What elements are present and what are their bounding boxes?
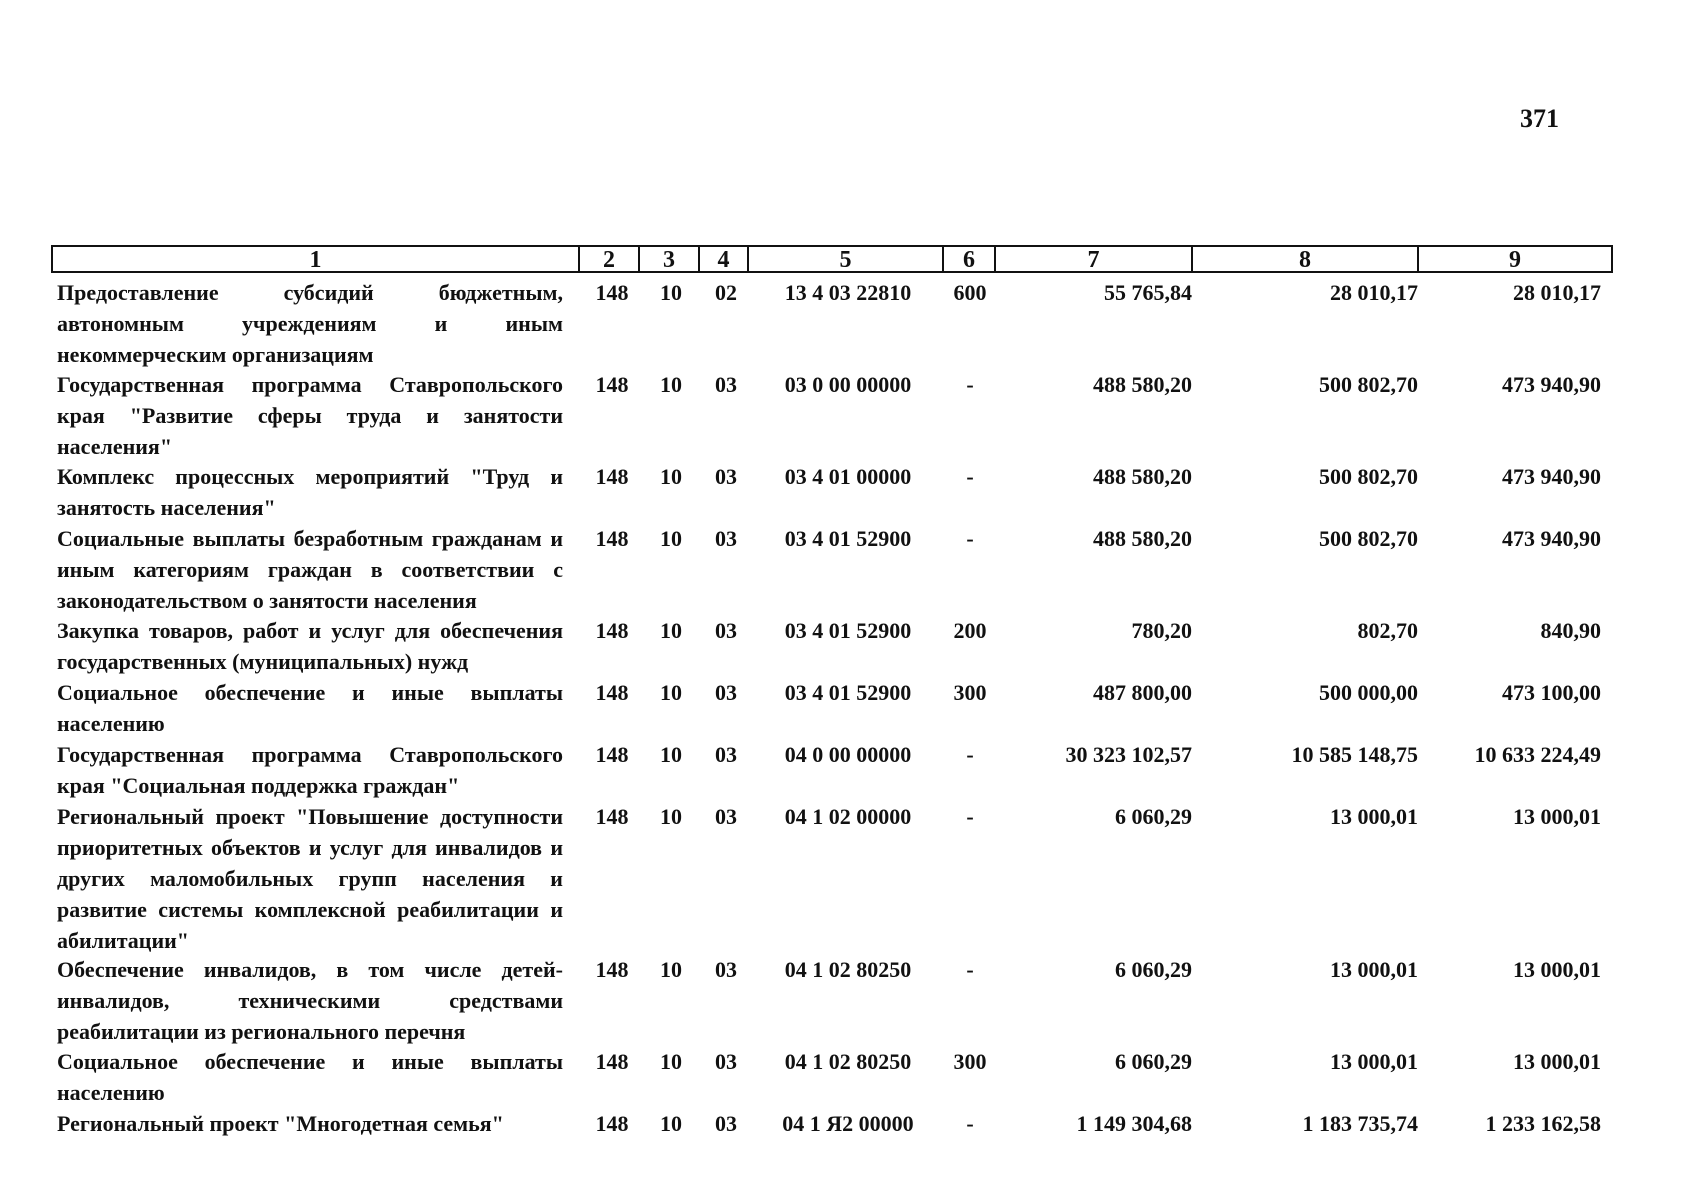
row-col-6: - xyxy=(966,464,974,489)
row-col-7: 488 580,20 xyxy=(1093,372,1192,397)
row-col-4: 03 xyxy=(715,957,737,982)
row-col-9: 13 000,01 xyxy=(1513,804,1601,829)
row-col-9: 473 940,90 xyxy=(1502,526,1601,551)
row-col-3: 10 xyxy=(660,280,682,305)
row-col-7: 6 060,29 xyxy=(1115,804,1192,829)
row-col-6: - xyxy=(966,804,974,829)
row-col-4: 03 xyxy=(715,742,737,767)
row-col-2: 148 xyxy=(595,526,629,551)
row-col-8: 500 802,70 xyxy=(1319,464,1418,489)
row-col-5: 03 4 01 52900 xyxy=(784,680,912,705)
header-col-8: 8 xyxy=(1191,247,1417,271)
row-col-6: - xyxy=(966,742,974,767)
row-col-5: 04 1 02 80250 xyxy=(784,1049,912,1074)
row-col-3: 10 xyxy=(660,1111,682,1136)
header-col-9: 9 xyxy=(1417,247,1611,271)
row-col-9: 13 000,01 xyxy=(1513,957,1601,982)
row-col-7: 55 765,84 xyxy=(1104,280,1192,305)
row-col-8: 13 000,01 xyxy=(1330,1049,1418,1074)
row-description: Государственная программа Ставропольского края "Социальная поддержка граждан" xyxy=(57,742,563,798)
row-col-7: 780,20 xyxy=(1131,618,1192,643)
row-col-7: 1 149 304,68 xyxy=(1076,1111,1192,1136)
row-col-5: 04 0 00 00000 xyxy=(784,742,912,767)
row-col-2: 148 xyxy=(595,1111,629,1136)
row-col-5: 13 4 03 22810 xyxy=(784,280,912,305)
header-col-3: 3 xyxy=(638,247,698,271)
header-col-4: 4 xyxy=(698,247,747,271)
row-col-9: 10 633 224,49 xyxy=(1474,742,1601,767)
row-col-8: 802,70 xyxy=(1357,618,1418,643)
row-col-6: - xyxy=(966,957,974,982)
row-col-3: 10 xyxy=(660,372,682,397)
header-col-5: 5 xyxy=(747,247,942,271)
row-description: Социальные выплаты безработным гражданам и иным категориям граждан в соответствии с законодательством о занятости населения xyxy=(57,526,563,613)
row-col-3: 10 xyxy=(660,1049,682,1074)
row-col-7: 6 060,29 xyxy=(1115,1049,1192,1074)
row-col-4: 03 xyxy=(715,618,737,643)
row-col-2: 148 xyxy=(595,1049,629,1074)
row-col-9: 473 940,90 xyxy=(1502,464,1601,489)
row-col-7: 487 800,00 xyxy=(1093,680,1192,705)
row-col-4: 03 xyxy=(715,804,737,829)
row-col-3: 10 xyxy=(660,526,682,551)
row-col-8: 13 000,01 xyxy=(1330,957,1418,982)
row-col-2: 148 xyxy=(595,464,629,489)
row-col-8: 13 000,01 xyxy=(1330,804,1418,829)
row-col-4: 03 xyxy=(715,680,737,705)
row-col-4: 02 xyxy=(715,280,737,305)
row-col-6: 200 xyxy=(953,618,987,643)
row-description: Закупка товаров, работ и услуг для обеспечения государственных (муниципальных) нужд xyxy=(57,618,563,674)
row-col-4: 03 xyxy=(715,372,737,397)
row-description: Региональный проект "Повышение доступности приоритетных объектов и услуг для инвалидов и других маломобильных групп населения и развитие системы комплексной реабилитации и абилитации" xyxy=(57,804,563,953)
row-col-3: 10 xyxy=(660,742,682,767)
header-col-6: 6 xyxy=(942,247,994,271)
row-col-2: 148 xyxy=(595,372,629,397)
row-col-5: 04 1 Я2 00000 xyxy=(782,1111,914,1136)
row-col-5: 03 4 01 52900 xyxy=(784,526,912,551)
row-description: Государственная программа Ставропольского края "Развитие сферы труда и занятости населения" xyxy=(57,372,563,459)
row-col-7: 488 580,20 xyxy=(1093,464,1192,489)
row-col-5: 04 1 02 00000 xyxy=(784,804,912,829)
page-number: 371 xyxy=(1520,104,1559,133)
row-col-8: 1 183 735,74 xyxy=(1302,1111,1418,1136)
row-col-7: 488 580,20 xyxy=(1093,526,1192,551)
row-description: Региональный проект "Многодетная семья" xyxy=(57,1111,504,1136)
row-col-9: 473 940,90 xyxy=(1502,372,1601,397)
row-description: Социальное обеспечение и иные выплаты населению xyxy=(57,680,563,736)
row-col-3: 10 xyxy=(660,804,682,829)
row-description: Социальное обеспечение и иные выплаты населению xyxy=(57,1049,563,1105)
row-description: Обеспечение инвалидов, в том числе детей-инвалидов, техническими средствами реабилитации из регионального перечня xyxy=(57,957,563,1044)
row-description: Комплекс процессных мероприятий "Труд и занятость населения" xyxy=(57,464,563,520)
header-col-1: 1 xyxy=(309,247,322,273)
row-col-3: 10 xyxy=(660,618,682,643)
row-col-5: 04 1 02 80250 xyxy=(784,957,912,982)
row-col-5: 03 4 01 52900 xyxy=(784,618,912,643)
row-col-4: 03 xyxy=(715,1111,737,1136)
row-col-3: 10 xyxy=(660,957,682,982)
row-col-8: 500 000,00 xyxy=(1319,680,1418,705)
row-col-8: 500 802,70 xyxy=(1319,372,1418,397)
row-col-3: 10 xyxy=(660,464,682,489)
row-col-2: 148 xyxy=(595,680,629,705)
row-col-6: 300 xyxy=(953,680,987,705)
row-col-7: 6 060,29 xyxy=(1115,957,1192,982)
row-col-6: - xyxy=(966,1111,974,1136)
row-col-9: 1 233 162,58 xyxy=(1485,1111,1601,1136)
row-col-6: - xyxy=(966,372,974,397)
row-col-8: 10 585 148,75 xyxy=(1291,742,1418,767)
row-col-8: 500 802,70 xyxy=(1319,526,1418,551)
row-col-6: 600 xyxy=(953,280,987,305)
row-col-7: 30 323 102,57 xyxy=(1065,742,1192,767)
header-col-7: 7 xyxy=(994,247,1191,271)
row-col-6: 300 xyxy=(953,1049,987,1074)
row-col-8: 28 010,17 xyxy=(1330,280,1418,305)
row-col-4: 03 xyxy=(715,526,737,551)
row-col-9: 473 100,00 xyxy=(1502,680,1601,705)
row-col-5: 03 0 00 00000 xyxy=(784,372,912,397)
row-col-3: 10 xyxy=(660,680,682,705)
row-col-2: 148 xyxy=(595,957,629,982)
row-col-4: 03 xyxy=(715,1049,737,1074)
row-col-5: 03 4 01 00000 xyxy=(784,464,912,489)
row-description: Предоставление субсидий бюджетным, автономным учреждениям и иным некоммерческим организациям xyxy=(57,280,563,367)
row-col-9: 28 010,17 xyxy=(1513,280,1601,305)
row-col-9: 840,90 xyxy=(1540,618,1601,643)
row-col-2: 148 xyxy=(595,618,629,643)
row-col-6: - xyxy=(966,526,974,551)
row-col-2: 148 xyxy=(595,742,629,767)
row-col-9: 13 000,01 xyxy=(1513,1049,1601,1074)
table-header xyxy=(51,245,1613,273)
header-col-2: 2 xyxy=(578,247,638,271)
row-col-4: 03 xyxy=(715,464,737,489)
row-col-2: 148 xyxy=(595,280,629,305)
row-col-2: 148 xyxy=(595,804,629,829)
